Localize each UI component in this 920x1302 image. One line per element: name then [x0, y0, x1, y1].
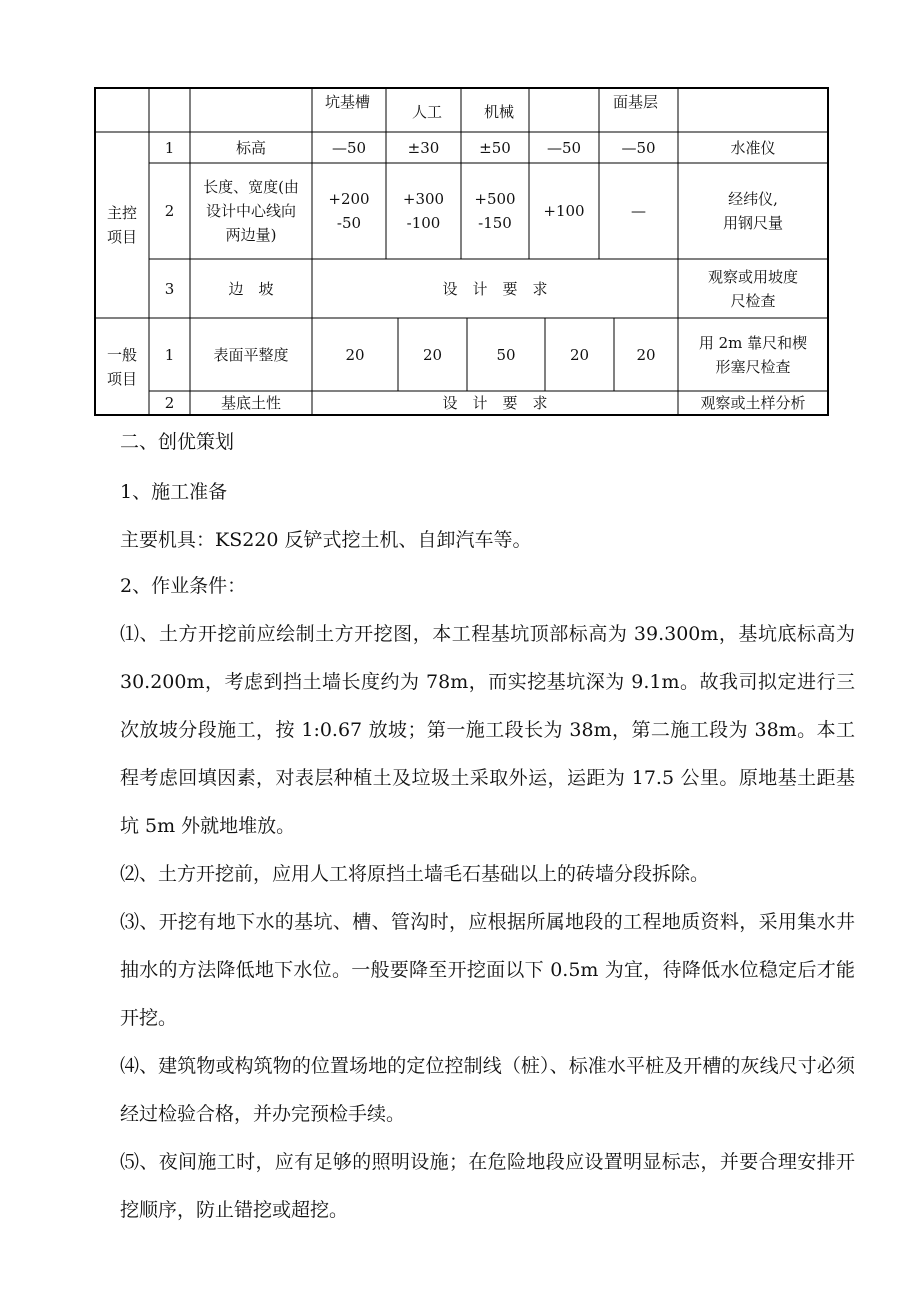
paragraph: ⑷、建筑物或构筑物的位置场地的定位控制线（桩）、标准水平桩及开槽的灰线尺寸必须经过检验合格，并办完预检手续。: [120, 1055, 855, 1125]
header-manual: 人工: [412, 103, 443, 121]
method-cell: 用 2m 靠尺和楔 形塞尺检查: [698, 333, 808, 376]
value-cell: +500 -150: [474, 190, 516, 232]
method-cell: 水准仪: [730, 138, 776, 157]
value-cell: —50: [621, 138, 656, 157]
value-cell: 20: [569, 345, 590, 364]
subsection-conditions: 2、作业条件：: [120, 575, 247, 597]
value-cell: 50: [496, 345, 516, 364]
paragraph: ⑸、夜间施工时，应有足够的照明设施；在危险地段应设置明显标志，并要合理安排开挖顺序，防止错挖或超挖。: [120, 1151, 855, 1221]
value-cell: ±50: [479, 138, 511, 157]
subsection-preparation: 1、施工准备: [120, 481, 228, 503]
row-number: 1: [164, 138, 175, 157]
item-length-width: 长度、宽度(由 设计中心线向 两边量): [203, 178, 299, 244]
conditions-body: [120, 610, 855, 1234]
item-soil-property: 基底土性: [220, 394, 281, 412]
design-requirement: 设 计 要 求: [442, 279, 548, 298]
value-cell: +200 -50: [328, 190, 370, 232]
item-flatness: 表面平整度: [213, 345, 289, 364]
value-cell: +100: [543, 202, 585, 220]
value-cell: —50: [331, 138, 367, 157]
main-control-group-label: 主控 项目: [106, 204, 137, 246]
paragraph: ⑶、开挖有地下水的基坑、槽、管沟时，应根据所属地段的工程地质资料，采用集水井抽水的方法降低地下水位。一般要降至开挖面以下 0.5m 为宜，待降低水位稳定后才能开挖。: [120, 911, 855, 1029]
section-title: 二、创优策划: [120, 431, 235, 453]
header-surface-base: 面基层: [613, 93, 659, 111]
method-cell: 观察或土样分析: [700, 394, 806, 412]
row-number: 3: [164, 279, 175, 298]
value-cell: ±30: [407, 138, 440, 157]
value-cell: —: [631, 202, 646, 220]
value-cell: 20: [636, 345, 656, 364]
paragraph: ⑴、土方开挖前应绘制土方开挖图，本工程基坑顶部标高为 39.300m，基坑底标高为 30.200m，考虑到挡土墙长度约为 78m，而实挖基坑深为 9.1m。故我司拟定进行三次放坡分段施工，按 1:0.67 放坡；第一施工段长为 38m，第二施工段为 38m。本工程考虑回填因素，对表层种植土及垃圾土采取外运，运距为 17.5 公里。原地基土距基坑 5m 外就地堆放。: [120, 623, 855, 837]
equipment-line: 主要机具：KS220 反铲式挖土机、自卸汽车等。: [120, 529, 532, 551]
header-pit-groove: 坑基槽: [325, 93, 371, 111]
value-cell: +300 -100: [402, 190, 445, 232]
paragraph: ⑵、土方开挖前，应用人工将原挡土墙毛石基础以上的砖墙分段拆除。: [120, 863, 710, 885]
value-cell: 20: [422, 345, 443, 364]
header-machine: 机械: [484, 103, 515, 121]
method-cell: 观察或用坡度 尺检查: [707, 267, 798, 310]
method-cell: 经纬仪, 用钢尺量: [722, 190, 783, 232]
row-number: 1: [164, 345, 175, 364]
value-cell: —50: [546, 138, 582, 157]
row-number: 2: [164, 202, 175, 220]
value-cell: 20: [345, 345, 365, 364]
item-slope: 边 坡: [228, 279, 274, 298]
item-elevation: 标高: [235, 138, 266, 157]
row-number: 2: [164, 394, 175, 412]
design-requirement: 设 计 要 求: [442, 394, 548, 412]
general-group-label: 一般 项目: [106, 345, 137, 388]
